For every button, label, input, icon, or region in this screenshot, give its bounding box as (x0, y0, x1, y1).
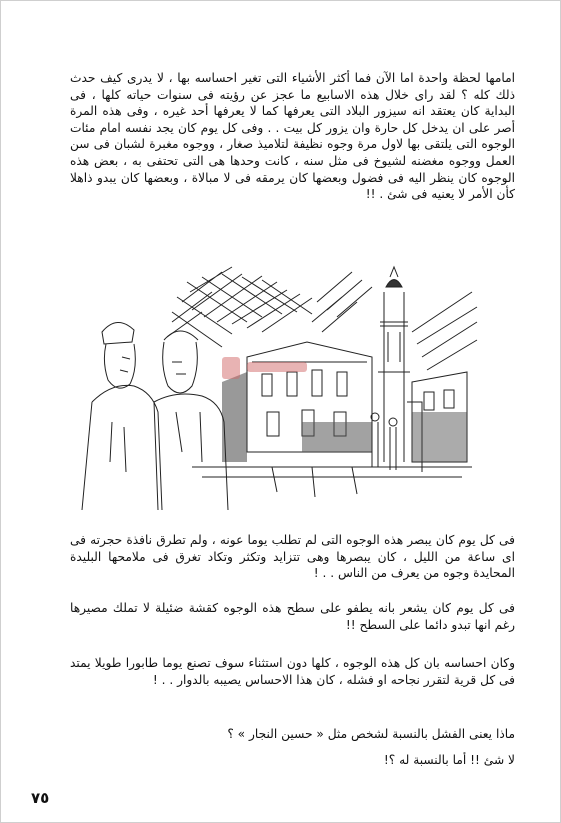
paragraph-1: امامها لحظة واحدة اما الآن فما أكثر الأشياء التى تغير احساسه بها ، لا يدرى كيف حدث ذلك كله ؟ لقد راى خلال هذه الاسابيع ما عجز عن رؤيته فى سنوات حياته كلها ، فى البداية كان يعتقد انه سيزور البلاد التى يعرفها كما لا يعرفها أحد غيره ، وفى هذه المرة أصر على ان يدخل كل حارة وان يزور كل بيت . . وفى كل يوم كان يجد نفسه امام مئات الوجوه التى يلتقى بها لاول مرة وجوه نظيفة لتلاميذ صغار ، ووجوه مغبرة لشبان فى سن العمل ووجوه مغضنه لشيوخ فى مثل سنه ، كانت وحدها هى التى تحتفى به ، بعض هذه الوجوه كان ينظر اليه فى فضول وبعضها كان يرمقه فى لا مبالاة ، وبعضها كان يبدو ذاهلا كأن الأمر لا يعنيه فى شئ . !! (70, 71, 515, 202)
paragraph-5: ماذا يعنى الفشل بالنسبة لشخص مثل « حسين النجار » ؟ (227, 727, 515, 741)
paragraph-2: فى كل يوم كان يبصر هذه الوجوه التى لم تطلب يوما عونه ، ولم تطرق نافذة حجرته فى اى ساعة من الليل ، كان يبصرها وهى تتزايد وتكثر وتكاد تغرق فى ملامحها البليدة المحايدة وجوه من يعرف من الناس . . ! (70, 533, 515, 581)
paragraph-6: لا شئ !! أما بالنسبة له ؟! (383, 753, 515, 767)
page-number: ٧٥ (31, 789, 50, 807)
paragraph-4: وكان احساسه بان كل هذه الوجوه ، كلها دون استثناء سوف تصنع يوما طابورا طويلا يمتد فى كل قرية لتقرر نجاحه او فشله ، كان هذا الاحساس يصيبه بالدوار . . ! (70, 656, 515, 687)
street-scene-illustration (72, 262, 480, 510)
paragraph-3: فى كل يوم كان يشعر بانه يطفو على سطح هذه الوجوه كقشة ضئيلة لا تملك مصيرها رغم انها تبدو دائما على السطح !! (70, 601, 515, 632)
